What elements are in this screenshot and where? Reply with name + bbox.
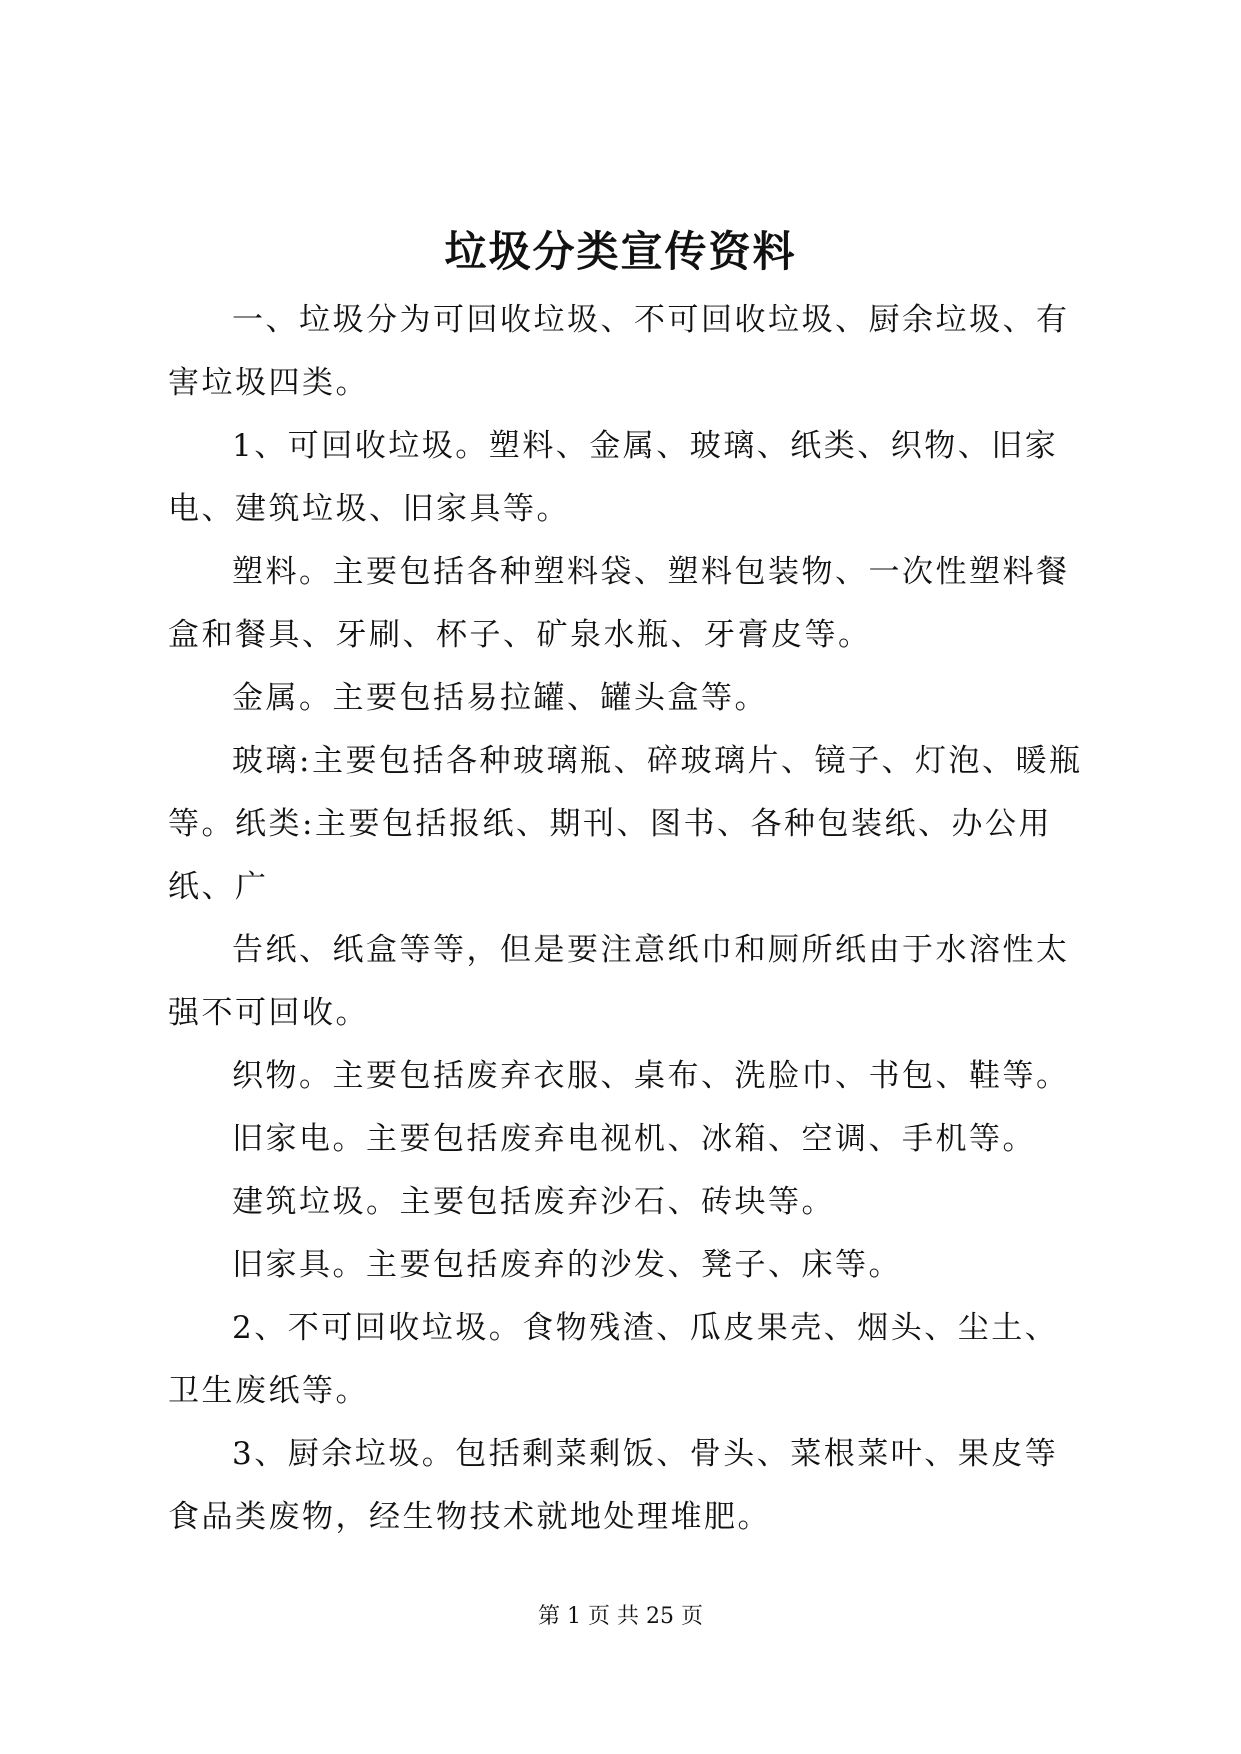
paragraph-non-recyclable: 2、不可回收垃圾。食物残渣、瓜皮果壳、烟头、尘土、卫生废纸等。 bbox=[168, 1310, 1059, 1409]
paragraph-furniture: 旧家具。主要包括废弃的沙发、凳子、床等。 bbox=[232, 1247, 902, 1283]
page-title: 垃圾分类宣传资料 bbox=[444, 227, 797, 276]
document-body bbox=[168, 289, 1088, 1549]
paragraph-textile: 织物。主要包括废弃衣服、桌布、洗脸巾、书包、鞋等。 bbox=[232, 1058, 1070, 1094]
paragraph-recyclable: 1、可回收垃圾。塑料、金属、玻璃、纸类、织物、旧家电、建筑垃圾、旧家具等。 bbox=[168, 428, 1059, 527]
paragraph-metal: 金属。主要包括易拉罐、罐头盒等。 bbox=[232, 680, 768, 716]
paragraph-construction: 建筑垃圾。主要包括废弃沙石、砖块等。 bbox=[232, 1184, 835, 1220]
page-footer: 第 1 页 共 25 页 bbox=[538, 1604, 703, 1629]
paragraph-paper-continued: 告纸、纸盒等等，但是要注意纸巾和厕所纸由于水溶性太强不可回收。 bbox=[168, 932, 1070, 1031]
paragraph-appliance: 旧家电。主要包括废弃电视机、冰箱、空调、手机等。 bbox=[232, 1121, 1036, 1157]
paragraph-kitchen-waste: 3、厨余垃圾。包括剩菜剩饭、骨头、菜根菜叶、果皮等食品类废物，经生物技术就地处理堆肥。 bbox=[168, 1436, 1059, 1535]
paragraph-intro: 一、垃圾分为可回收垃圾、不可回收垃圾、厨余垃圾、有害垃圾四类。 bbox=[168, 302, 1070, 401]
paragraph-glass-paper: 玻璃:主要包括各种玻璃瓶、碎玻璃片、镜子、灯泡、暖瓶等。纸类:主要包括报纸、期刊、图书、各种包装纸、办公用纸、广 bbox=[168, 743, 1083, 905]
paragraph-plastic: 塑料。主要包括各种塑料袋、塑料包装物、一次性塑料餐盒和餐具、牙刷、杯子、矿泉水瓶、牙膏皮等。 bbox=[168, 554, 1070, 653]
